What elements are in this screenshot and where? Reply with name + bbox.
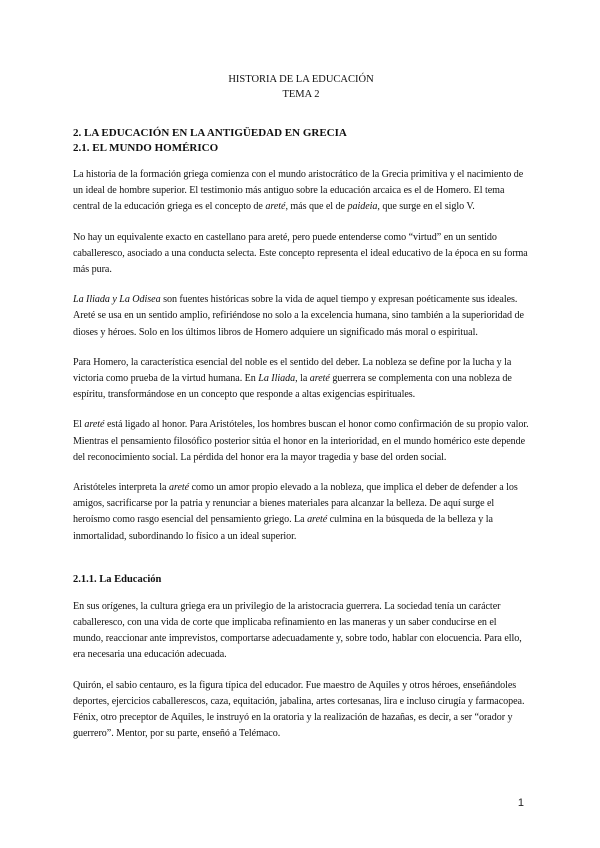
section-heading: 2. LA EDUCACIÓN EN LA ANTIGÜEDAD EN GRECIA — [73, 127, 347, 139]
document-page — [73, 0, 529, 742]
paragraph: En sus orígenes, la cultura griega era un privilegio de la aristocracia guerrera. La sociedad tenía un carácter caballeresco, con una vida de corte que implicaba refinamiento en las maneras y un saber conducirse en el mundo, reaccionar ante imprevistos, comportarse adecuadamente y, sobre todo, hablar con elocuencia. Para ello, era necesaria una educación adecuada. — [73, 600, 522, 661]
page-number: 1 — [517, 797, 524, 809]
document-title: HISTORIA DE LA EDUCACIÓN — [228, 74, 374, 85]
paragraph: El areté está ligado al honor. Para Aristóteles, los hombres buscan el honor como confirmación de su propio valor. Mientras el pensamiento filosófico posterior sitúa el honor en la interioridad, en el mundo homérico este depende del reconocimiento social. La pérdida del honor era la mayor tragedia y base del orden social. — [73, 419, 529, 463]
paragraph: Quirón, el sabio centauro, es la figura típica del educador. Fue maestro de Aquiles y otros héroes, enseñándoles deportes, ejercicios caballerescos, caza, equitación, jabalina, artes cortesanas, lira e incluso cirugía y farmacopea. Fénix, otro preceptor de Aquiles, le instruyó en la oratoria y la realización de hazañas, es decir, a ser “orador y guerrero”. Mentor, por su parte, enseñó a Telémaco. — [73, 679, 525, 740]
paragraph: La Iliada y La Odisea son fuentes históricas sobre la vida de aquel tiempo y expresan poéticamente sus ideales. Areté se usa en un sentido amplio, refiriéndose no solo a la excelencia humana, sino también a la superioridad de dioses y héroes. Solo en los últimos libros de Homero adquiere un significado más moral o espiritual. — [73, 294, 524, 338]
subsubsection-heading: 2.1.1. La Educación — [73, 573, 162, 585]
document-subtitle: TEMA 2 — [282, 89, 320, 100]
paragraph: Aristóteles interpreta la areté como un amor propio elevado a la nobleza, que implica el deber de defender a los amigos, sacrificarse por la patria y renunciar a bienes materiales para alcanzar la belleza. De aquí surge el heroísmo como rasgo esencial del pensamiento griego. La areté culmina en la búsqueda de la belleza y la inmortalidad, subordinando lo físico a un ideal superior. — [73, 482, 518, 542]
paragraph: La historia de la formación griega comienza con el mundo aristocrático de la Grecia primitiva y el nacimiento de un ideal de hombre superior. El testimonio más antiguo sobre la educación arcaica es el de Homero. El tema central de la educación griega es el concepto de areté, más que el de paideia, que surge en el siglo V. — [73, 169, 524, 213]
paragraph: Para Homero, la característica esencial del noble es el sentido del deber. La nobleza se define por la lucha y la victoria como prueba de la virtud humana. En La Iliada, la areté guerrera se complementa con una nobleza de espíritu, transformándose en un concepto que responde a altas exigencias espirituales. — [73, 356, 512, 401]
paragraph: No hay un equivalente exacto en castellano para areté, pero puede entenderse como “virtud” en un sentido caballeresco, asociado a una conducta selecta. Este concepto representa el ideal educativo de la época en su forma más pura. — [73, 231, 528, 276]
subsection-heading: 2.1. EL MUNDO HOMÉRICO — [73, 142, 219, 154]
